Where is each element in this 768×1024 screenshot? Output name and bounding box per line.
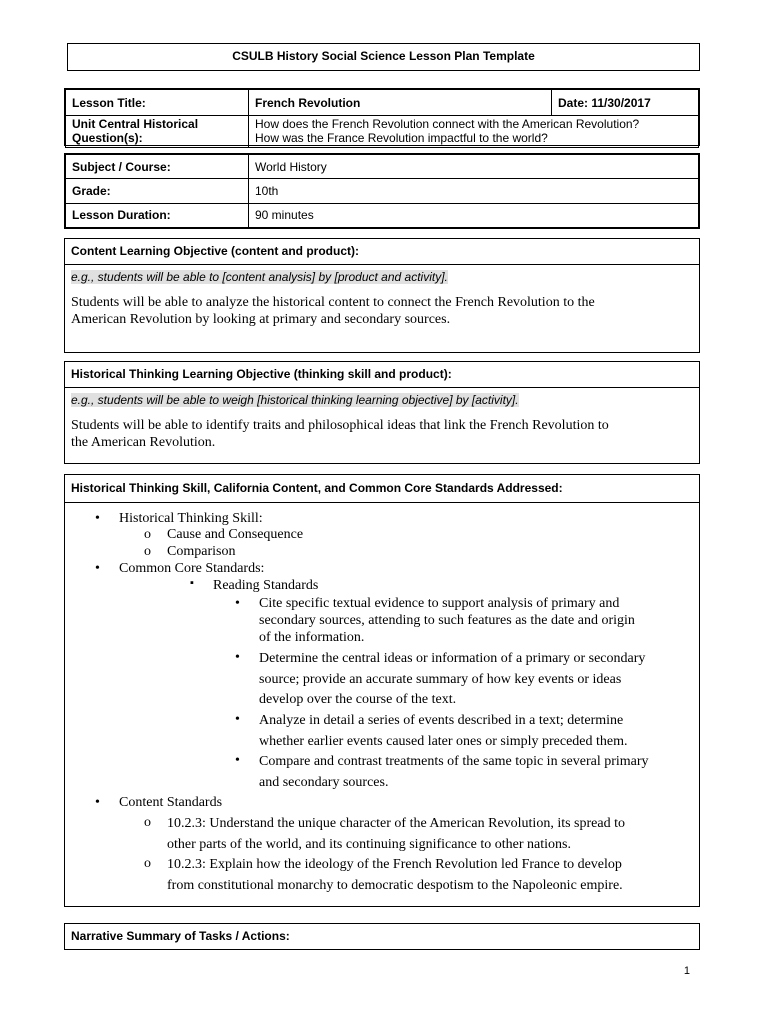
subject-label: Subject / Course:: [66, 155, 249, 179]
reading-4-line-1: Compare and contrast treatments of the same topic in several primary: [259, 754, 649, 769]
content-objective-line-2: American Revolution by looking at primary and secondary sources.: [71, 312, 451, 327]
standards-header: Historical Thinking Skill, California Content, and Common Core Standards Addressed:: [65, 475, 699, 503]
question-2: How was the France Revolution impactful to the world?: [255, 131, 548, 145]
bullet-reading-3: •: [235, 712, 240, 727]
question-label-line-1: Unit Central Historical: [72, 117, 199, 131]
question-values: [249, 116, 699, 148]
content-1-line-1: 10.2.3: Understand the unique character of the American Revolution, its spread to: [167, 816, 625, 831]
duration-label: Lesson Duration:: [66, 203, 249, 227]
reading-3-line-2: whether earlier events caused later ones or simply preceded them.: [259, 733, 628, 749]
reading-standard-2: [259, 649, 645, 711]
content-2-line-2: from constitutional monarchy to democratic despotism to the Napoleonic empire.: [167, 877, 623, 893]
lesson-date: Date: 11/30/2017: [552, 90, 699, 116]
question-label-line-2: Question(s):: [72, 131, 143, 145]
reading-standard-1: [259, 595, 635, 646]
thinking-objective-header: Historical Thinking Learning Objective (thinking skill and product):: [65, 362, 699, 388]
sub-bullet-content-2: o: [144, 856, 151, 871]
course-info-table: [64, 153, 700, 229]
reading-1-line-3: of the information.: [259, 630, 365, 645]
content-objective-line-1: Students will be able to analyze the historical content to connect the French Revolution to the: [71, 295, 595, 310]
standards-list: [65, 475, 699, 906]
reading-heading: Reading Standards: [213, 578, 319, 593]
reading-4-line-2: and secondary sources.: [259, 774, 389, 790]
grade-label: Grade:: [66, 179, 249, 203]
common-core-heading: Common Core Standards:: [119, 561, 265, 576]
content-objective-example: e.g., students will be able to [content analysis] by [product and activity].: [71, 270, 448, 284]
narrative-header: Narrative Summary of Tasks / Actions:: [71, 929, 290, 943]
bullet-common-core: •: [95, 561, 100, 576]
thinking-objective-line-1: Students will be able to identify traits and philosophical ideas that link the French Revolution to: [71, 418, 609, 433]
thinking-objective-section: [64, 361, 700, 464]
content-objective-text: [71, 294, 687, 328]
skill-1: Cause and Consequence: [167, 527, 304, 542]
page-number: 1: [683, 965, 690, 977]
reading-1-line-1: Cite specific textual evidence to support analysis of primary and: [259, 596, 620, 611]
bullet-content: •: [95, 795, 100, 810]
content-2-line-1: 10.2.3: Explain how the ideology of the French Revolution led France to develop: [167, 857, 622, 872]
skill-heading: Historical Thinking Skill:: [119, 511, 263, 526]
question-1: How does the French Revolution connect with the American Revolution?: [255, 117, 640, 131]
content-objective-section: [64, 238, 700, 353]
subject-value: World History: [249, 155, 699, 179]
reading-3-line-1: Analyze in detail a series of events described in a text; determine: [259, 713, 624, 728]
reading-2-line-2: source; provide an accurate summary of how key events or ideas: [259, 671, 622, 687]
content-objective-header: Content Learning Objective (content and product):: [65, 239, 699, 265]
bullet-reading-2: •: [235, 650, 240, 665]
question-label: [66, 116, 249, 148]
thinking-objective-line-2: the American Revolution.: [71, 435, 216, 450]
thinking-objective-text: [71, 417, 687, 451]
lesson-title-table: [64, 88, 700, 146]
content-standard-2: [167, 855, 623, 896]
lesson-title-label: Lesson Title:: [66, 90, 249, 116]
bullet-reading-4: •: [235, 753, 240, 768]
sub-bullet-skill-1: o: [144, 527, 151, 542]
bullet-skill: •: [95, 511, 100, 526]
reading-standard-4: [259, 752, 649, 793]
content-1-line-2: other parts of the world, and its continuing significance to other nations.: [167, 836, 571, 852]
content-standard-1: [167, 814, 625, 855]
bullet-reading-1: •: [235, 596, 240, 611]
reading-2-line-3: develop over the course of the text.: [259, 692, 457, 707]
content-heading: Content Standards: [119, 795, 223, 810]
thinking-objective-example: e.g., students will be able to weigh [historical thinking learning objective] by [activity].: [71, 393, 519, 407]
reading-2-line-1: Determine the central ideas or information of a primary or secondary: [259, 651, 646, 666]
sub-bullet-skill-2: o: [144, 544, 151, 559]
lesson-title-value: French Revolution: [249, 90, 552, 116]
narrative-section: [64, 923, 700, 950]
skill-2: Comparison: [167, 544, 236, 559]
duration-value: 90 minutes: [249, 203, 699, 227]
reading-standard-3: [259, 711, 628, 752]
square-bullet-reading: ▪: [190, 577, 194, 589]
document-title-box: [67, 43, 700, 71]
grade-value: 10th: [249, 179, 699, 203]
reading-1-line-2: secondary sources, attending to such features as the date and origin: [259, 613, 635, 628]
sub-bullet-content-1: o: [144, 815, 151, 830]
standards-section: [64, 474, 700, 907]
document-title: CSULB History Social Science Lesson Plan Template: [232, 49, 535, 63]
